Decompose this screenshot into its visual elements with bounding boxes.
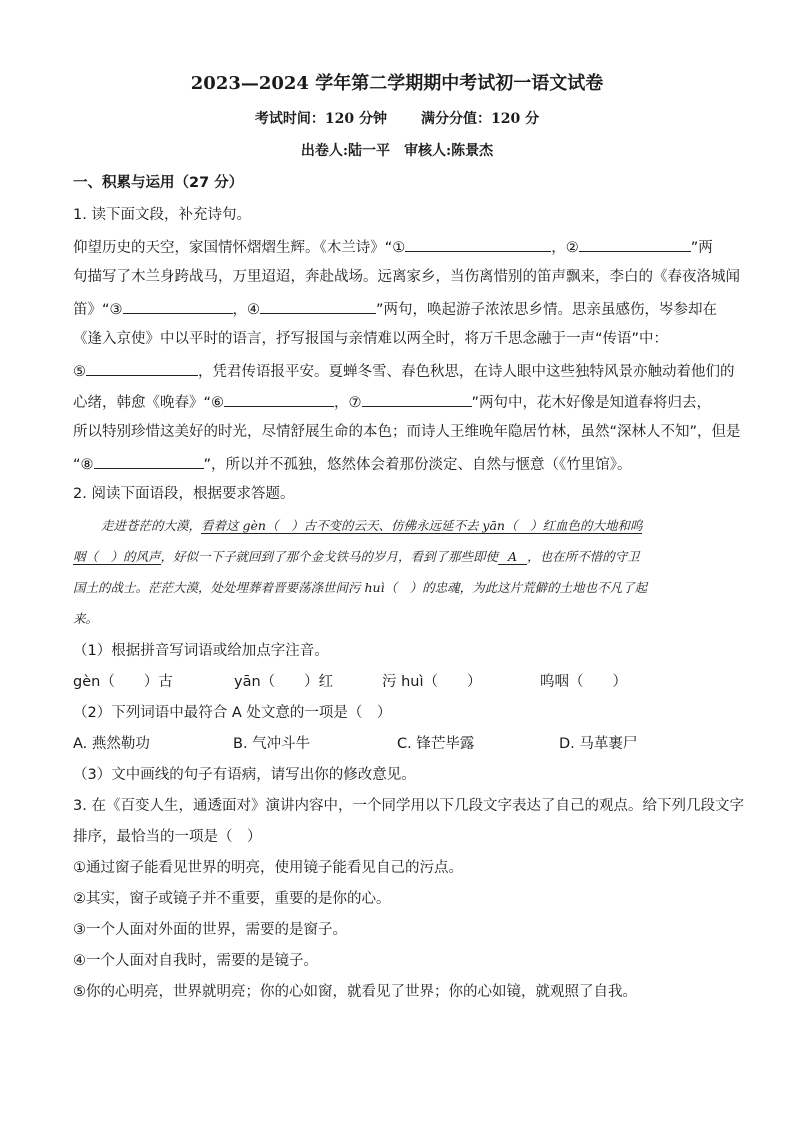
exam-staff — [0, 141, 794, 161]
option-c[interactable]: C. 锋芒毕露 — [397, 736, 475, 752]
q2-passage-line: 咽（ ）的风声，好似一下子就回到了那个金戈铁马的岁月，看到了那些即使 A ，也在所不惜的守卫 — [73, 549, 640, 564]
answer-blank-7[interactable] — [362, 391, 472, 407]
answer-blank-1[interactable] — [405, 236, 551, 252]
fill-item[interactable]: 污 huì（ ） — [382, 674, 482, 690]
q3-item: ④一个人面对自我时，需要的是镜子。 — [73, 953, 318, 969]
underlined-sentence: 看着这 gèn（ ）古不变的云天、仿佛永远延不去 yān（ ）红血色的大地和呜 — [201, 518, 643, 533]
q1-line: 笛》“③ ，④ ”两句，唤起游子浓浓思乡情。思亲虽感伤，岑参却在 — [73, 298, 717, 320]
q1-line: 《逢入京使》中以平时的语言，抒写报国与亲情难以两全时，将万千思念融于一声“传语”中： — [73, 331, 669, 347]
option-a[interactable]: A. 燕然勒功 — [73, 736, 150, 752]
exam-reviewer: 审核人:陈景杰 — [404, 143, 494, 159]
q1-line: 所以特别珍惜这美好的时光，尽情舒展生命的本色；而诗人王维晚年隐居竹林，虽然“深林人不知”，但是 — [73, 424, 741, 440]
q2-options — [73, 734, 637, 754]
fill-item[interactable]: yān（ ）红 — [234, 674, 334, 690]
q1-line: 仰望历史的天空，家国情怀熠熠生辉。《木兰诗》“① ，② ”两 — [73, 236, 713, 258]
q2-prompt: 2. 阅读下面语段，根据要求答题。 — [73, 486, 295, 502]
answer-blank-3[interactable] — [123, 298, 233, 314]
q1-prompt: 1. 读下面文段，补充诗句。 — [73, 207, 251, 223]
q3-item: ③一个人面对外面的世界，需要的是窗子。 — [73, 922, 347, 938]
q2-fill-row — [73, 672, 627, 692]
q3-prompt: 排序，最恰当的一项是（ ） — [73, 829, 262, 845]
answer-blank-2[interactable] — [579, 236, 691, 252]
q2-sub3: （3）文中画线的句子有语病，请写出你的修改意见。 — [73, 767, 416, 783]
q1-line: ⑤ ，凭君传语报平安。夏蝉冬雪、春色秋思，在诗人眼中这些独特风景亦触动着他们的 — [73, 360, 735, 382]
exam-author: 出卷人:陆一平 — [300, 143, 390, 159]
q2-passage-line: 走进苍茫的大漠，看着这 gèn（ ）古不变的云天、仿佛永远延不去 yān（ ）红血色的大地和呜 — [101, 518, 643, 533]
q1-line: 心绪，韩愈《晚春》“⑥ ，⑦ ”两句中，花木好像是知道春将归去， — [73, 391, 711, 413]
q3-prompt: 3. 在《百变人生，通透面对》演讲内容中，一个同学用以下几段文字表达了自己的观点。给下列几段文字 — [73, 798, 744, 814]
q2-sub1: （1）根据拼音写词语或给加点字注音。 — [73, 643, 329, 659]
q2-passage-line: 来。 — [73, 611, 99, 626]
q2-sub2: （2）下列词语中最符合 A 处文意的一项是（ ） — [73, 705, 392, 721]
underlined-sentence: 咽（ ）的风声 — [73, 549, 161, 564]
q1-line: 句描写了木兰身跨战马，万里迢迢，奔赴战场。远离家乡，当伤离惜别的笛声飘来，李白的《春夜洛城闻 — [73, 269, 740, 285]
blank-a[interactable]: A — [498, 549, 527, 565]
q3-item: ⑤你的心明亮，世界就明亮；你的心如窗，就看见了世界；你的心如镜，就观照了自我。 — [73, 984, 637, 1000]
option-b[interactable]: B. 气冲斗牛 — [233, 736, 311, 752]
option-d[interactable]: D. 马革裹尸 — [559, 736, 638, 752]
q2-passage-line: 国土的战士。茫茫大漠，处处埋葬着晋要荡涤世间污 huì（ ）的忠魂，为此这片荒僻的土地也不凡了起 — [73, 580, 648, 595]
exam-time: 考试时间：120 分钟 — [254, 111, 387, 127]
exam-meta — [0, 109, 794, 129]
answer-blank-8[interactable] — [94, 453, 204, 469]
section-heading: 一、积累与运用（27 分） — [73, 175, 244, 191]
fill-item[interactable]: 呜咽（ ） — [540, 674, 627, 690]
q3-item: ①通过窗子能看见世界的明亮，使用镜子能看见自己的污点。 — [73, 860, 463, 876]
q3-item: ②其实，窗子或镜子并不重要，重要的是你的心。 — [73, 891, 391, 907]
answer-blank-5[interactable] — [86, 360, 198, 376]
answer-blank-6[interactable] — [224, 391, 334, 407]
answer-blank-4[interactable] — [260, 298, 376, 314]
fill-item[interactable]: gèn（ ）古 — [73, 674, 173, 690]
q1-line: “⑧ ”，所以并不孤独，悠然体会着那份淡定、自然与惬意（《竹里馆》。 — [73, 453, 632, 475]
exam-score: 满分分值：120 分 — [421, 111, 540, 127]
exam-title: 2023—2024 学年第二学期期中考试初一语文试卷 — [190, 73, 604, 94]
